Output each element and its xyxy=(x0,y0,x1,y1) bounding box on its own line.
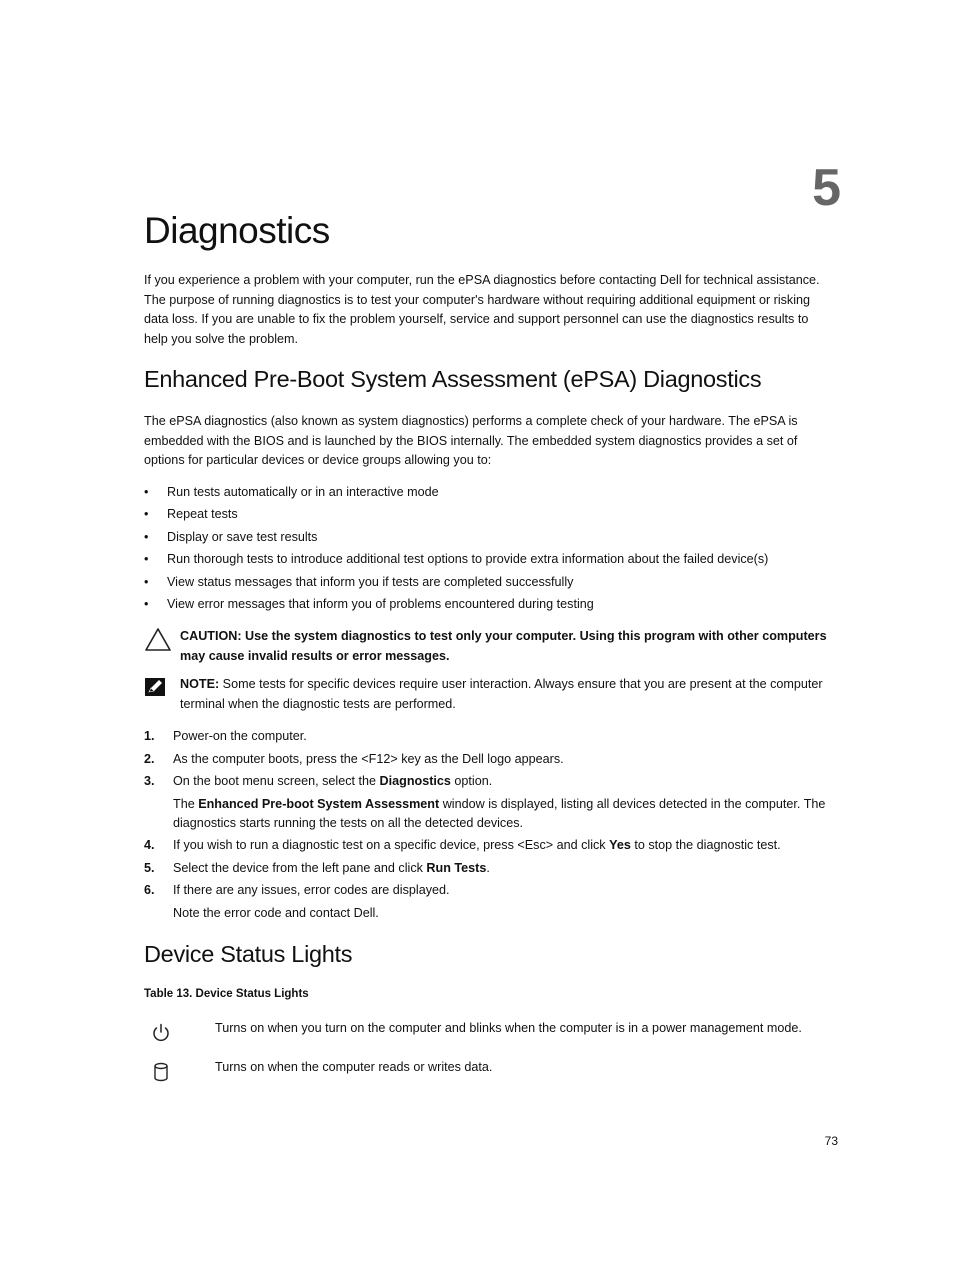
table-caption: Table 13. Device Status Lights xyxy=(144,988,309,1000)
table-row xyxy=(144,1058,834,1088)
table-row xyxy=(144,1019,834,1049)
caution-notice xyxy=(144,627,834,669)
epsa-paragraph: The ePSA diagnostics (also known as system diagnostics) performs a complete check of your hardware. The ePSA is embedded with the BIOS and is launched by the BIOS internally. The embedded system diagnostics provides a set of options for particular devices or device groups allowing you to: xyxy=(144,414,798,467)
epsa-bullet-list xyxy=(144,483,834,617)
section-heading-status-lights: Device Status Lights xyxy=(144,941,353,967)
status-description: Turns on when you turn on the computer and blinks when the computer is in a power management mode. xyxy=(215,1021,802,1035)
caution-triangle-icon xyxy=(144,627,172,660)
intro-paragraph: If you experience a problem with your computer, run the ePSA diagnostics before contacting Dell for technical assistance. The purpose of running diagnostics is to test your computer's hardware without requiring additional equipment or risking data loss. If you are unable to fix the problem yourself, service and support personnel can use the diagnostics results to help you solve the problem. xyxy=(144,273,820,346)
chapter-title: Diagnostics xyxy=(144,210,330,251)
list-item: • View error messages that inform you of problems encountered during testing xyxy=(144,596,594,611)
chapter-number: 5 xyxy=(812,159,840,217)
list-item: • Display or save test results xyxy=(144,529,318,544)
note-text: NOTE: Some tests for specific devices require user interaction. Always ensure that you are present at the computer terminal when the diagnostic tests are performed. xyxy=(180,677,823,711)
note-pencil-icon xyxy=(144,677,166,704)
step-item: 6. If there are any issues, error codes are displayed. Note the error code and contact Dell. xyxy=(144,881,834,925)
step-item: 4. If you wish to run a diagnostic test on a specific device, press <Esc> and click Yes to stop the diagnostic test. xyxy=(144,838,781,852)
hard-drive-icon xyxy=(150,1061,172,1090)
note-notice xyxy=(144,675,834,717)
list-item: • View status messages that inform you if tests are completed successfully xyxy=(144,574,574,589)
list-item: • Run thorough tests to introduce additional test options to provide extra information about the failed device(s) xyxy=(144,552,769,567)
diagnostic-steps xyxy=(144,727,834,925)
section-heading-epsa: Enhanced Pre-Boot System Assessment (ePSA) Diagnostics xyxy=(144,366,762,392)
step-item: 5. Select the device from the left pane and click Run Tests. xyxy=(144,860,490,875)
step-item: 1. Power-on the computer. xyxy=(144,729,307,743)
page-number: 73 xyxy=(824,1134,838,1148)
caution-text: CAUTION: Use the system diagnostics to test only your computer. Using this program with other computers may cause invalid results or error messages. xyxy=(180,629,827,663)
step-detail: Note the error code and contact Dell. xyxy=(173,905,379,920)
list-item: • Run tests automatically or in an interactive mode xyxy=(144,485,439,499)
step-item: 2. As the computer boots, press the <F12> key as the Dell logo appears. xyxy=(144,751,564,766)
step-item: 3. On the boot menu screen, select the Diagnostics option. The Enhanced Pre-boot System Assessment window is displayed, listing all devices detected in the computer. The diagnostics starts running the tests on all the detected devices. xyxy=(144,772,834,836)
step-detail: The Enhanced Pre-boot System Assessment window is displayed, listing all devices detected in the computer. The diagnostics starts running the tests on all the detected devices. xyxy=(173,796,826,830)
status-description: Turns on when the computer reads or writes data. xyxy=(215,1060,493,1074)
power-icon xyxy=(150,1022,172,1051)
list-item: • Repeat tests xyxy=(144,507,238,522)
